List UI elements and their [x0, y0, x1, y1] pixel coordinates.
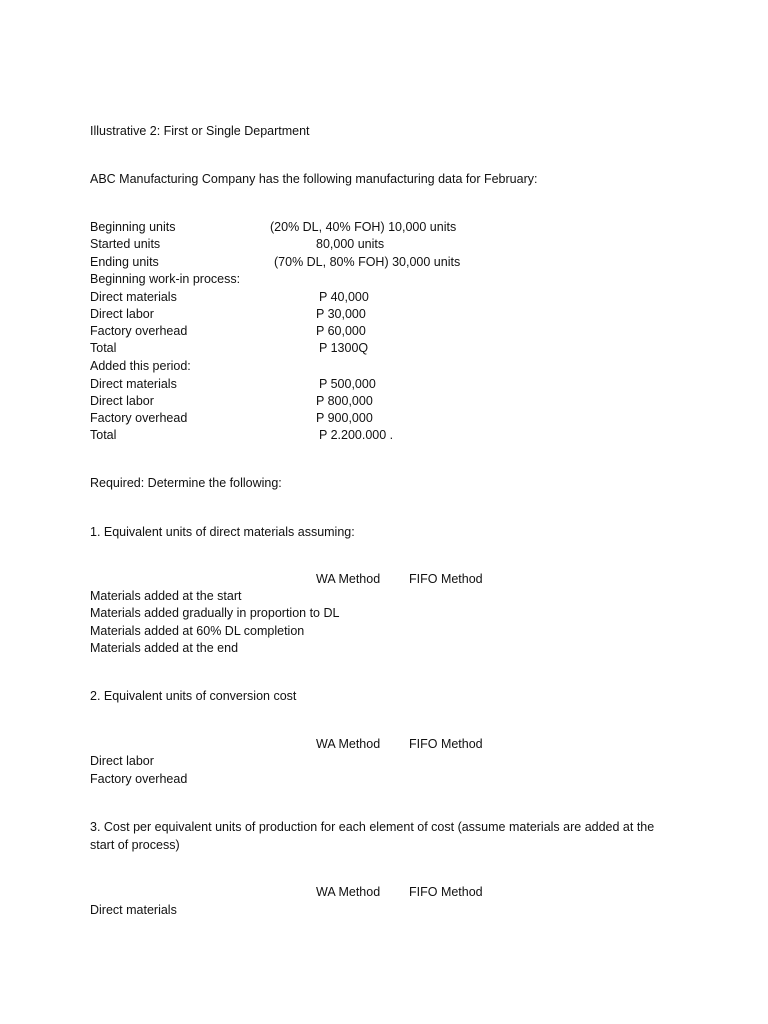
question-item: Materials added gradually in proportion to DL	[90, 606, 340, 620]
cost-value: P 60,000	[316, 324, 366, 338]
intro-text: ABC Manufacturing Company has the following manufacturing data for February:	[90, 172, 538, 186]
question-title: 2. Equivalent units of conversion cost	[90, 689, 297, 703]
units-label: Started units	[90, 237, 161, 251]
cost-label: Factory overhead	[90, 411, 188, 425]
cost-value: P 2.200.000 .	[319, 428, 394, 442]
method-header-wa: WA Method	[316, 737, 381, 751]
cost-label: Direct labor	[90, 394, 154, 408]
method-header-wa: WA Method	[316, 885, 381, 899]
question-item: Materials added at the end	[90, 641, 239, 655]
method-header-fifo: FIFO Method	[409, 737, 483, 751]
cost-value: P 1300Q	[319, 341, 369, 355]
question-item: Factory overhead	[90, 772, 188, 786]
question-item: Direct labor	[90, 754, 154, 768]
section-heading: Beginning work-in process:	[90, 272, 241, 286]
cost-label: Direct materials	[90, 290, 177, 304]
cost-label: Direct materials	[90, 377, 177, 391]
question-item: Direct materials	[90, 903, 177, 917]
question-title: 1. Equivalent units of direct materials assuming:	[90, 525, 355, 539]
units-value: 80,000 units	[316, 237, 385, 251]
cost-value: P 900,000	[316, 411, 373, 425]
section-heading: Added this period:	[90, 359, 191, 373]
cost-value: P 40,000	[319, 290, 369, 304]
units-value: (70% DL, 80% FOH) 30,000 units	[274, 255, 461, 269]
question-title: 3. Cost per equivalent units of production for each element of cost (assume materials are added at the	[90, 820, 655, 834]
cost-value: P 500,000	[319, 377, 376, 391]
cost-label: Factory overhead	[90, 324, 188, 338]
question-item: Materials added at the start	[90, 589, 242, 603]
document-title: Illustrative 2: First or Single Department	[90, 124, 310, 138]
cost-label: Total	[90, 428, 117, 442]
units-value: (20% DL, 40% FOH) 10,000 units	[270, 220, 457, 234]
required-text: Required: Determine the following:	[90, 476, 282, 490]
method-header-fifo: FIFO Method	[409, 572, 483, 586]
cost-value: P 30,000	[316, 307, 366, 321]
question-title-cont: start of process)	[90, 838, 180, 852]
question-item: Materials added at 60% DL completion	[90, 624, 305, 638]
cost-value: P 800,000	[316, 394, 373, 408]
cost-label: Total	[90, 341, 117, 355]
method-header-fifo: FIFO Method	[409, 885, 483, 899]
units-label: Beginning units	[90, 220, 176, 234]
method-header-wa: WA Method	[316, 572, 381, 586]
cost-label: Direct labor	[90, 307, 154, 321]
units-label: Ending units	[90, 255, 159, 269]
